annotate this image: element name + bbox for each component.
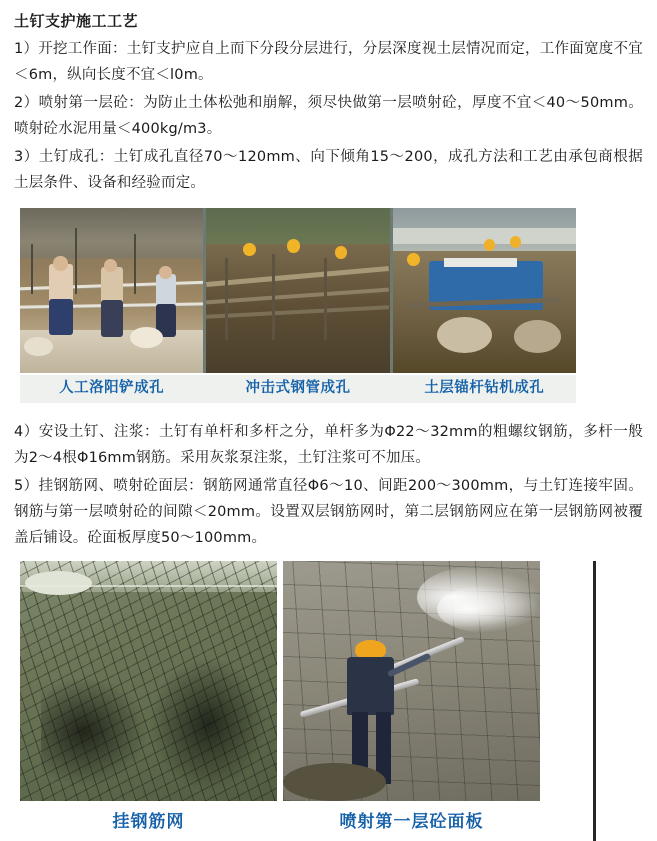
paragraph-1: 1）开挖工作面：土钉支护应自上而下分段分层进行，分层深度视土层情况而定，工作面宽度不宜＜6m，纵向长度不宜＜l0m。 [14,41,643,83]
construction-photo-hand-luoyang-shovel [20,208,203,373]
construction-photo-steel-mesh-slope [20,561,277,801]
page-title: 土钉支护施工工艺 [14,12,139,30]
figure-caption-4: 挂钢筋网 [112,812,185,832]
construction-photo-anchor-drilling-rig [393,208,576,373]
figure-group-2-captions [20,807,540,832]
vertical-rule [593,561,596,841]
figure-caption-1: 人工洛阳铲成孔 [59,380,165,396]
paragraph-3: 3）土钉成孔：土钉成孔直径70～120mm、向下倾角15～200，成孔方法和工艺由承包商根据土层条件、设备和经验而定。 [14,149,643,191]
figure-caption-5: 喷射第一层砼面板 [339,812,484,832]
figure-caption-2: 冲击式钢管成孔 [245,380,351,396]
figure-group-2 [20,561,596,832]
figure-group-2-images [20,561,540,801]
paragraph-4: 4）安设土钉、注浆：土钉有单杆和多杆之分，单杆多为Φ22～32mm的粗螺纹钢筋，多杆一般为2～4根Φ16mm钢筋。采用灰浆泵注浆，土钉注浆可不加压。 [14,424,643,466]
figure-caption-3: 土层锚杆钻机成孔 [424,380,545,396]
construction-photo-shotcrete-spraying [283,561,540,801]
construction-photo-impact-steel-pipe [206,208,389,373]
figure-group-1-images [20,208,576,373]
figure-group-1-captions [20,375,576,403]
paragraph-5: 5）挂钢筋网、喷射砼面层：钢筋网通常直径Φ6～10、间距200～300mm，与土钉连接牢固。钢筋与第一层喷射砼的间隙＜20mm。设置双层钢筋网时，第二层钢筋网应在第一层钢筋网被覆盖后铺设。砼面板厚度50～100mm。 [14,478,643,546]
paragraph-2: 2）喷射第一层砼：为防止土体松弛和崩解，须尽快做第一层喷射砼，厚度不宜＜40～50mm。喷射砼水泥用量＜400kg/m3。 [14,95,643,137]
